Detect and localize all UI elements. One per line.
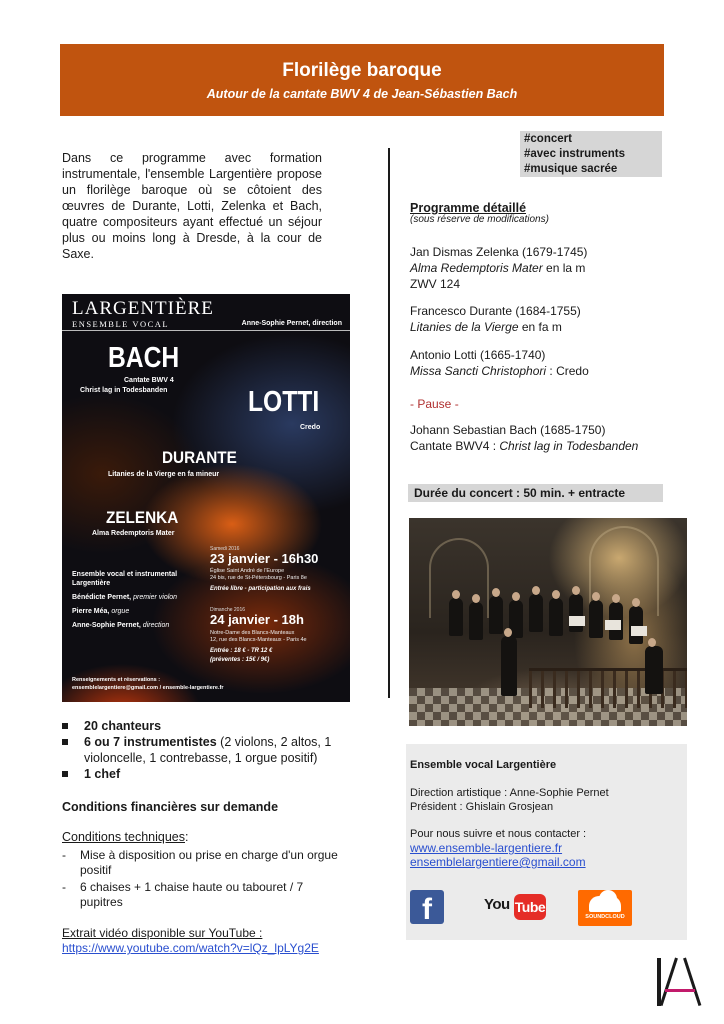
poster-durante-sub: Litanies de la Vierge en fa mineur	[108, 471, 220, 478]
poster-event1-day: Samedi 2016	[210, 546, 240, 552]
ensemble-composition-list	[62, 718, 348, 782]
poster-event2-day: Dimanche 2016	[210, 607, 246, 613]
poster-performer-4: Anne-Sophie Pernet, direction	[72, 622, 170, 629]
poster-event1-date: 23 janvier - 16h30	[210, 551, 319, 566]
youtube-icon[interactable]: You Tube	[484, 894, 546, 922]
poster-event2-date: 24 janvier - 18h	[210, 612, 304, 627]
list-item: - 6 chaises + 1 chaise haute ou tabouret / 7 pupitres	[62, 880, 348, 910]
website-link[interactable]: www.ensemble-largentiere.fr	[410, 841, 563, 855]
header-banner	[60, 44, 664, 116]
email-link[interactable]: ensemblelargentiere@gmail.com	[410, 855, 586, 869]
concert-poster	[62, 294, 350, 702]
poster-zelenka: ZELENKA	[106, 508, 179, 527]
poster-bach: BACH	[108, 342, 180, 374]
poster-direction: Anne-Sophie Pernet, direction	[241, 320, 342, 327]
programme-work-zelenka: Jan Dismas Zelenka (1679-1745) Alma Redemptoris Mater en la m ZWV 124	[410, 245, 588, 291]
programme-pause: - Pause -	[410, 397, 459, 411]
programme-work-lotti: Antonio Lotti (1665-1740) Missa Sancti Christophori : Credo	[410, 348, 589, 378]
column-divider	[388, 148, 390, 698]
poster-performer-2: Bénédicte Pernet, premier violon	[72, 594, 178, 601]
list-item: 6 ou 7 instrumentistes (2 violons, 2 altos, 1 violoncelle, 1 contrebasse, 1 orgue positif)	[62, 734, 348, 766]
contact-title: Ensemble vocal Largentière	[410, 759, 557, 771]
tag: #avec instruments	[524, 148, 625, 160]
poster-event1-address: 24 bis, rue de St-Pétersbourg - Paris 8e	[210, 575, 307, 581]
contact-follow: Pour nous suivre et nous contacter :	[410, 828, 587, 840]
poster-performer-1b: Largentière	[72, 580, 111, 587]
poster-footer-1: Renseignements et réservations :	[72, 677, 161, 683]
technical-conditions-title: Conditions techniques:	[62, 830, 189, 844]
page-title: Florilège baroque	[282, 60, 442, 81]
tag: #concert	[524, 133, 572, 145]
poster-event1-place: Église Saint André de l'Europe	[210, 568, 285, 574]
poster-event2-place: Notre-Dame des Blancs-Manteaux	[210, 630, 295, 636]
poster-event2-price: Entrée : 18 € - TR 12 €	[210, 648, 273, 654]
poster-zelenka-sub: Alma Redemptoris Mater	[92, 530, 175, 537]
poster-lotti: LOTTI	[248, 386, 320, 418]
poster-durante: DURANTE	[162, 448, 237, 467]
concert-photo	[409, 518, 687, 726]
poster-footer-2: ensemblelargentiere@gmail.com / ensemble-largentiere.fr	[72, 685, 224, 691]
poster-event1-price: Entrée libre - participation aux frais	[210, 586, 311, 592]
tag: #musique sacrée	[524, 163, 618, 175]
poster-lotti-sub: Credo	[300, 424, 321, 431]
programme-title: Programme détaillé	[410, 201, 527, 215]
largentiere-logo	[653, 956, 703, 1008]
poster-rule	[62, 330, 350, 331]
programme-work-bach: Johann Sebastian Bach (1685-1750) Cantate BWV4 : Christ lag in Todesbanden	[410, 423, 639, 453]
concert-duration: Durée du concert : 50 min. + entracte	[408, 484, 663, 502]
list-item: 1 chef	[62, 766, 348, 782]
list-item: 20 chanteurs	[62, 718, 348, 734]
poster-performer-3: Pierre Méa, orgue	[72, 608, 130, 615]
poster-bach-sub2: Christ lag in Todesbanden	[80, 387, 168, 394]
contact-box	[406, 744, 687, 940]
poster-brand: LARGENTIÈRE	[72, 298, 214, 319]
technical-conditions-list	[62, 848, 348, 912]
facebook-icon[interactable]: f	[410, 890, 444, 924]
poster-event2-presale: (préventes : 15€ / 9€)	[210, 657, 270, 663]
tags-box	[520, 131, 662, 177]
contact-president: Président : Ghislain Grosjean	[410, 801, 554, 813]
poster-event2-address: 12, rue des Blancs-Manteaux - Paris 4e	[210, 637, 307, 643]
list-item: - Mise à disposition ou prise en charge d'un orgue positif	[62, 848, 348, 878]
page-subtitle: Autour de la cantate BWV 4 de Jean-Sébastien Bach	[206, 87, 518, 101]
poster-ensemble: ENSEMBLE VOCAL	[72, 319, 170, 329]
financial-conditions: Conditions financières sur demande	[62, 800, 279, 814]
programme-note: (sous réserve de modifications)	[410, 214, 549, 225]
intro-paragraph: Dans ce programme avec formation instrumentale, l'ensemble Largentière propose un florilège baroque où se côtoient des œuvres de Durante, Lotti, Zelenka et Bach, quatre compositeurs ayant effectué un séjour plus ou moins long à Dresde, à la cour de Saxe.	[62, 151, 322, 261]
soundcloud-icon[interactable]: SOUNDCLOUD	[578, 890, 632, 926]
poster-bach-sub1: Cantate BWV 4	[124, 377, 174, 384]
video-label: Extrait vidéo disponible sur YouTube :	[62, 926, 263, 940]
youtube-video-link[interactable]: https://www.youtube.com/watch?v=lQz_lpLYg2E	[62, 941, 319, 955]
programme-work-durante: Francesco Durante (1684-1755) Litanies de la Vierge en fa m	[410, 304, 581, 334]
contact-direction: Direction artistique : Anne-Sophie Pernet	[410, 787, 609, 799]
social-icons	[406, 890, 687, 930]
poster-performer-1: Ensemble vocal et instrumental	[72, 571, 178, 578]
